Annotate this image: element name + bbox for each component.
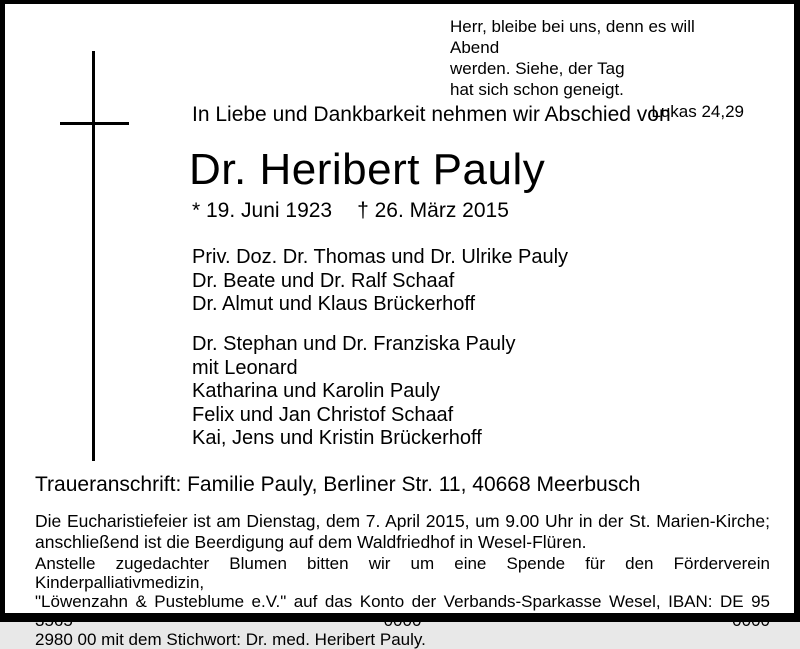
life-dates bbox=[192, 198, 509, 223]
scripture-quote-line: Herr, bleibe bei uns, denn es will Abend bbox=[450, 17, 695, 57]
birth-date: * 19. Juni 1923 bbox=[192, 199, 333, 222]
mourner-line: Katharina und Karolin Pauly bbox=[192, 380, 440, 402]
mourner-line: mit Leonard bbox=[192, 356, 298, 379]
mourner-line: Felix und Jan Christof Schaaf bbox=[192, 403, 454, 426]
cross-vertical-bar bbox=[92, 51, 95, 461]
announcement-intro: In Liebe und Dankbarkeit nehmen wir Abschied von bbox=[192, 103, 671, 126]
mourners-group-2 bbox=[192, 333, 516, 451]
donation-info-line: "Löwenzahn & Pusteblume e.V." auf das Konto der Verbands-Sparkasse Wesel, IBAN: DE 95 3565 0000 0000 bbox=[35, 592, 770, 630]
cross-horizontal-bar bbox=[60, 122, 129, 125]
mourner-line: Dr. Stephan und Dr. Franziska Pauly bbox=[192, 333, 516, 355]
service-info-line: anschließend ist die Beerdigung auf dem Waldfriedhof in Wesel-Flüren. bbox=[35, 532, 587, 552]
service-info bbox=[35, 511, 770, 553]
scripture-quote-line: hat sich schon geneigt. bbox=[450, 80, 624, 99]
mourning-address: Traueranschrift: Familie Pauly, Berliner Str. 11, 40668 Meerbusch bbox=[35, 473, 641, 496]
mourner-line: Kai, Jens und Kristin Brückerhoff bbox=[192, 427, 482, 449]
death-date: † 26. März 2015 bbox=[357, 199, 509, 222]
mourner-line: Dr. Almut und Klaus Brückerhoff bbox=[192, 293, 476, 315]
service-info-line: Die Eucharistiefeier ist am Dienstag, dem 7. April 2015, um 9.00 Uhr in der St. Marien-Kirche; bbox=[35, 511, 770, 531]
mourner-line: Dr. Beate und Dr. Ralf Schaaf bbox=[192, 269, 455, 292]
donation-info bbox=[35, 554, 770, 649]
deceased-name: Dr. Heribert Pauly bbox=[189, 145, 546, 194]
scripture-attribution: Lukas 24,29 bbox=[651, 102, 744, 121]
mourner-line: Priv. Doz. Dr. Thomas und Dr. Ulrike Pauly bbox=[192, 246, 569, 268]
mourners-group-1 bbox=[192, 246, 568, 317]
donation-info-line: 2980 00 mit dem Stichwort: Dr. med. Heribert Pauly. bbox=[35, 630, 426, 649]
donation-info-line: Anstelle zugedachter Blumen bitten wir um eine Spende für den Förderverein Kinderpalliativmedizin, bbox=[35, 554, 770, 592]
scripture-quote-line: werden. Siehe, der Tag bbox=[450, 59, 625, 78]
